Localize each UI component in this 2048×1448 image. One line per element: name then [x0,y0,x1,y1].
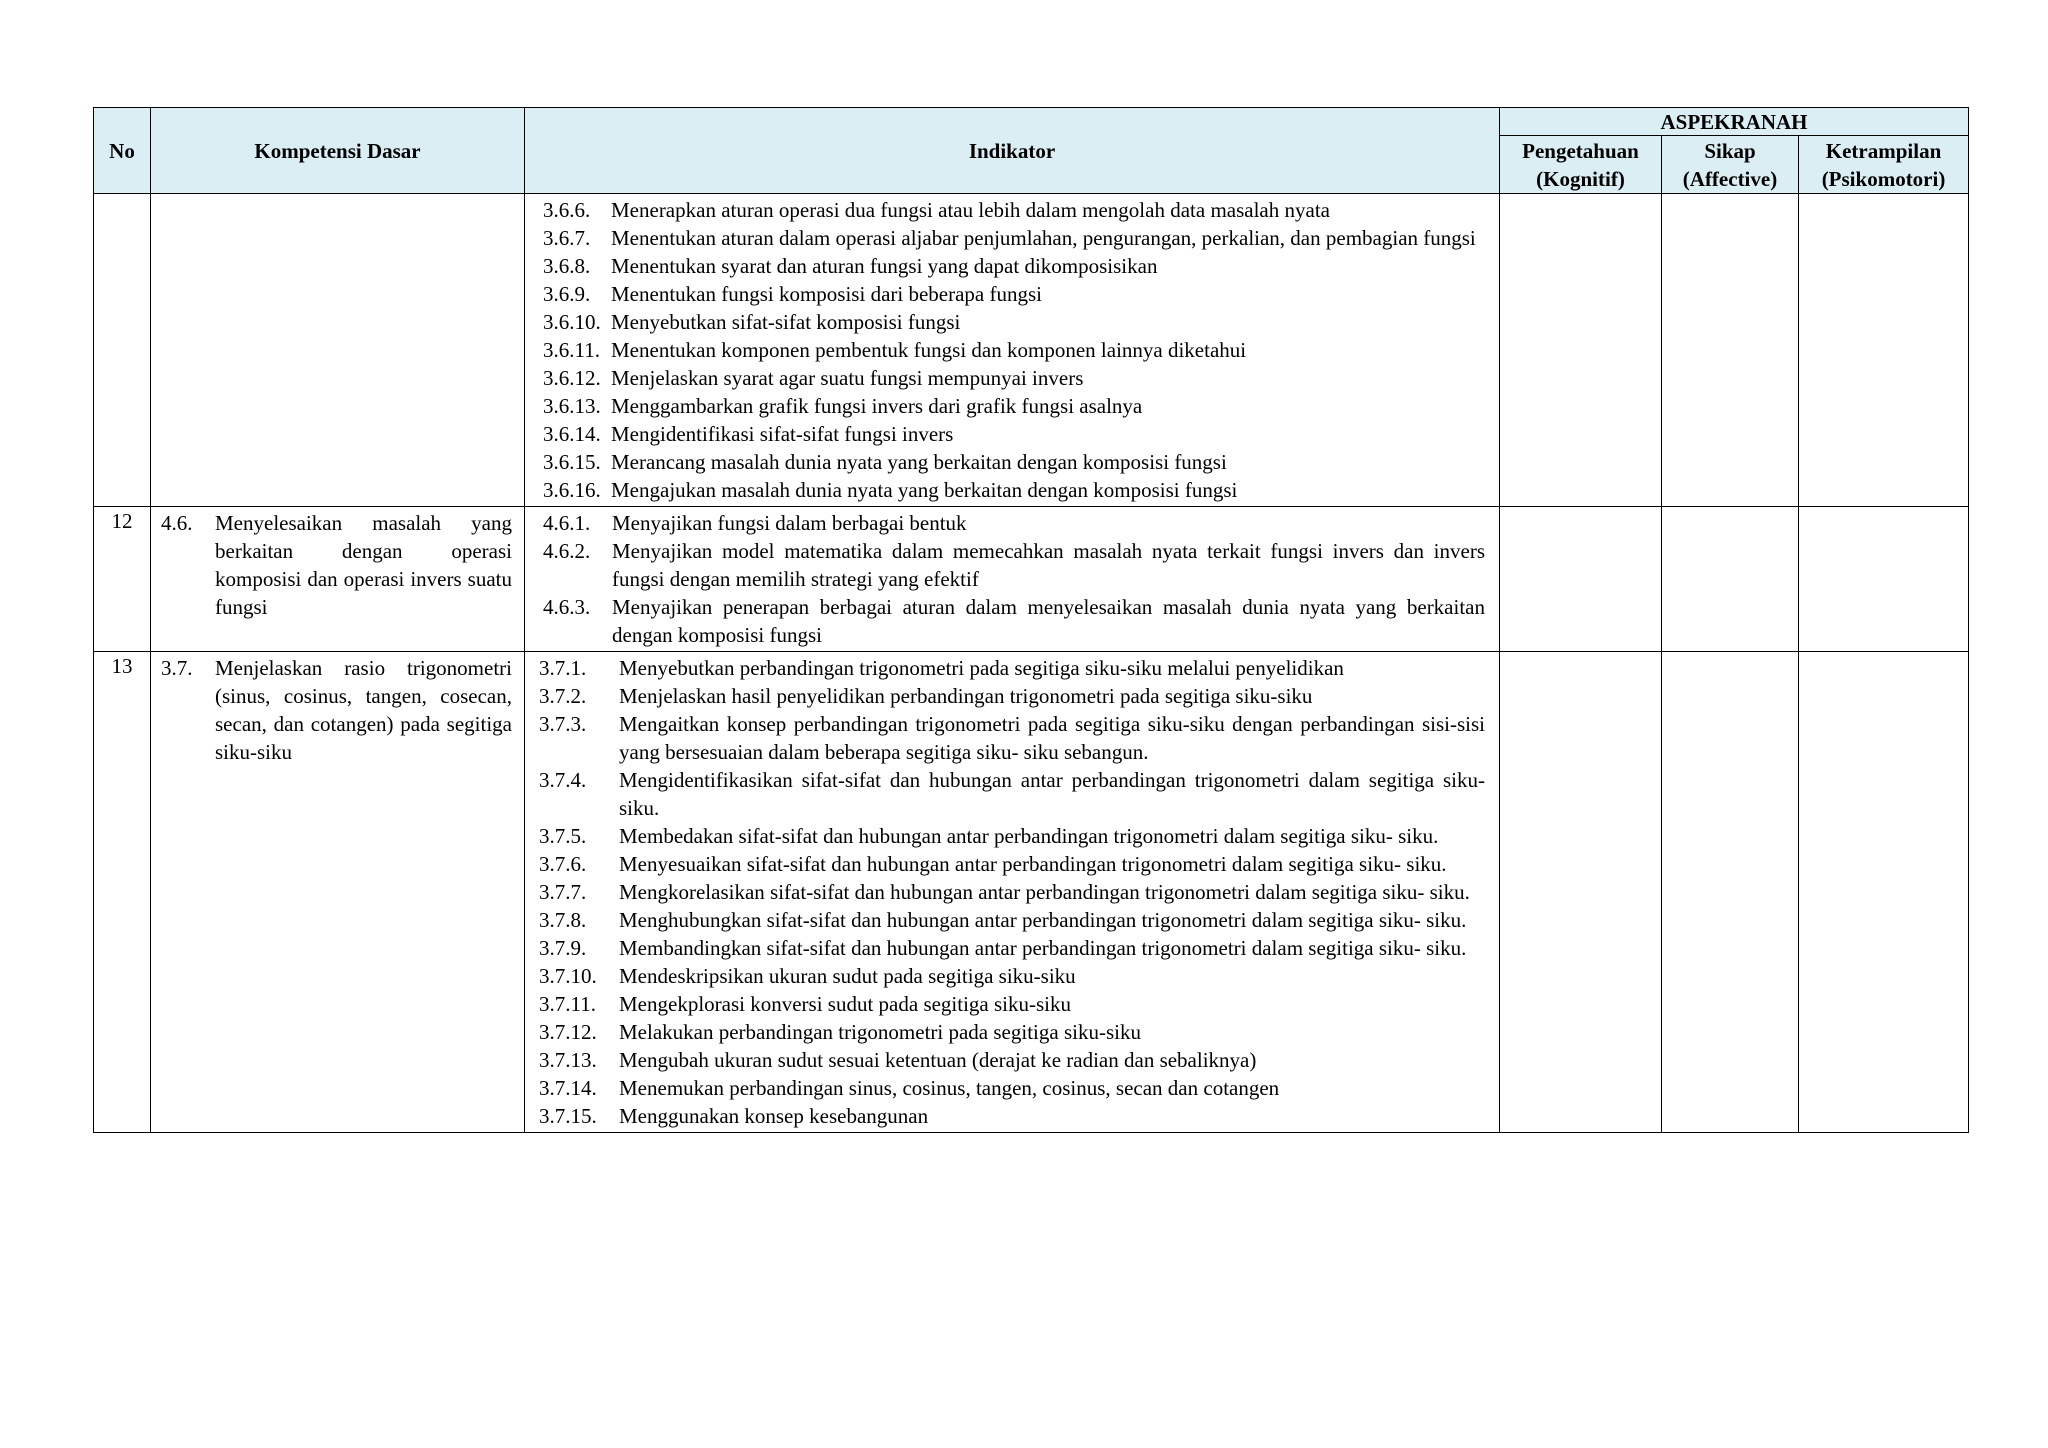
indikator-number: 3.6.16. [543,478,601,502]
indikator-text: Mengkorelasikan sifat-sifat dan hubungan antar perbandingan trigonometri dalam segitiga siku- siku. [619,880,1470,904]
indikator-text: Membedakan sifat-sifat dan hubungan antar perbandingan trigonometri dalam segitiga siku- siku. [619,824,1439,848]
header-affective-label: (Affective) [1682,166,1778,191]
sikap-cell [1662,194,1799,507]
indikator-number: 3.7.2. [539,684,587,708]
indikator-number: 3.6.15. [543,450,601,474]
indikator-text: Menyebutkan perbandingan trigonometri pada segitiga siku-siku melalui penyelidikan [619,656,1344,680]
indikator-number: 3.6.10. [543,310,601,334]
indikator-text: Membandingkan sifat-sifat dan hubungan antar perbandingan trigonometri dalam segitiga siku- siku. [619,936,1467,960]
kd-cell [151,507,525,652]
indikator-cell [525,194,1500,507]
kd-text: Menjelaskan rasio trigonometri (sinus, cosinus, tangen, cosecan, secan, dan cotangen) pada segitiga siku-siku [215,656,512,764]
indikator-item [543,280,1485,308]
row-number: 13 [94,652,151,1133]
indikator-number: 3.7.5. [539,824,587,848]
indikator-text: Menentukan komponen pembentuk fungsi dan komponen lainnya diketahui [611,338,1247,362]
indikator-text: Menyajikan fungsi dalam berbagai bentuk [612,511,967,535]
indikator-item [539,850,1485,878]
sikap-cell [1662,652,1799,1133]
indikator-item [539,710,1485,766]
indikator-item [543,420,1485,448]
header-ketrampilan-label: Ketrampilan [1825,138,1942,163]
indikator-number: 4.6.1. [543,511,591,535]
indikator-number: 3.6.13. [543,394,601,418]
header-ketrampilan [1799,136,1969,194]
indikator-text: Mengidentifikasi sifat-sifat fungsi invers [611,422,954,446]
header-kognitif-label: (Kognitif) [1536,166,1625,191]
indikator-number: 3.7.13. [539,1048,597,1072]
indikator-item [539,1046,1485,1074]
header-kompetensi-dasar: Kompetensi Dasar [151,108,525,194]
ketrampilan-cell [1799,652,1969,1133]
indikator-item [539,990,1485,1018]
indikator-cell [525,507,1500,652]
indikator-text: Mendeskripsikan ukuran sudut pada segitiga siku-siku [619,964,1076,988]
indikator-number: 3.6.12. [543,366,601,390]
indikator-item [543,509,1485,537]
indikator-number: 3.7.6. [539,852,587,876]
indikator-number: 3.6.6. [543,198,591,222]
rpp-table [93,107,1969,1133]
indikator-text: Merancang masalah dunia nyata yang berkaitan dengan komposisi fungsi [611,450,1227,474]
indikator-number: 3.7.7. [539,880,587,904]
pengetahuan-cell [1500,652,1662,1133]
indikator-item [539,1074,1485,1102]
indikator-item [543,252,1485,280]
indikator-item [539,906,1485,934]
indikator-text: Menyebutkan sifat-sifat komposisi fungsi [611,310,961,334]
indikator-number: 4.6.3. [543,595,591,619]
indikator-item [539,962,1485,990]
indikator-item [543,448,1485,476]
row-number [94,194,151,507]
indikator-number: 3.7.4. [539,768,587,792]
indikator-text: Menentukan fungsi komposisi dari beberapa fungsi [611,282,1042,306]
indikator-item [543,392,1485,420]
indikator-item [539,1018,1485,1046]
indikator-text: Menyesuaikan sifat-sifat dan hubungan antar perbandingan trigonometri dalam segitiga siku- siku. [619,852,1447,876]
indikator-number: 3.7.3. [539,712,587,736]
indikator-text: Menghubungkan sifat-sifat dan hubungan antar perbandingan trigonometri dalam segitiga siku- siku. [619,908,1467,932]
indikator-item [539,822,1485,850]
indikator-item [543,224,1485,252]
indikator-number: 3.7.9. [539,936,587,960]
indikator-text: Mengidentifikasikan sifat-sifat dan hubungan antar perbandingan trigonometri dalam segitiga siku- siku. [619,768,1485,820]
indikator-text: Menjelaskan hasil penyelidikan perbandingan trigonometri pada segitiga siku-siku [619,684,1313,708]
kd-cell [151,652,525,1133]
table-row [94,652,1969,1133]
header-sikap [1662,136,1799,194]
table-row [94,507,1969,652]
indikator-item [539,1102,1485,1130]
indikator-item [539,766,1485,822]
header-aspek-ranah: ASPEKRANAH [1500,108,1969,136]
indikator-text: Mengekplorasi konversi sudut pada segitiga siku-siku [619,992,1072,1016]
table-header [94,108,1969,194]
indikator-text: Menjelaskan syarat agar suatu fungsi mempunyai invers [611,366,1084,390]
ketrampilan-cell [1799,507,1969,652]
indikator-text: Mengaitkan konsep perbandingan trigonometri pada segitiga siku-siku dengan perbandingan sisi-sisi yang bersesuaian dalam beberapa segitiga siku- siku sebangun. [619,712,1485,764]
indikator-text: Menyajikan model matematika dalam memecahkan masalah nyata terkait fungsi invers dan invers fungsi dengan memilih strategi yang efektif [612,539,1485,591]
indikator-item [539,654,1485,682]
indikator-number: 3.7.8. [539,908,587,932]
indikator-item [543,196,1485,224]
pengetahuan-cell [1500,507,1662,652]
indikator-text: Menyajikan penerapan berbagai aturan dalam menyelesaikan masalah dunia nyata yang berkaitan dengan komposisi fungsi [612,595,1485,647]
indikator-text: Mengajukan masalah dunia nyata yang berkaitan dengan komposisi fungsi [611,478,1238,502]
header-no: No [94,108,151,194]
header-psikomotori-label: (Psikomotori) [1821,166,1946,191]
indikator-number: 3.6.11. [543,338,600,362]
indikator-item [543,364,1485,392]
header-pengetahuan-label: Pengetahuan [1522,138,1639,163]
indikator-text: Menentukan syarat dan aturan fungsi yang dapat dikomposisikan [611,254,1158,278]
kd-cell [151,194,525,507]
indikator-number: 3.7.15. [539,1104,597,1128]
indikator-text: Menggunakan konsep kesebangunan [619,1104,929,1128]
indikator-number: 4.6.2. [543,539,591,563]
indikator-item [543,476,1485,504]
indikator-text: Mengubah ukuran sudut sesuai ketentuan (derajat ke radian dan sebaliknya) [619,1048,1257,1072]
ketrampilan-cell [1799,194,1969,507]
kd-number: 4.6. [161,511,193,535]
indikator-item [543,593,1485,649]
indikator-number: 3.7.14. [539,1076,597,1100]
indikator-text: Menerapkan aturan operasi dua fungsi atau lebih dalam mengolah data masalah nyata [611,198,1330,222]
indikator-number: 3.6.7. [543,226,591,250]
indikator-text: Menggambarkan grafik fungsi invers dari grafik fungsi asalnya [611,394,1143,418]
indikator-item [543,537,1485,593]
indikator-item [539,934,1485,962]
indikator-text: Menemukan perbandingan sinus, cosinus, tangen, cosinus, secan dan cotangen [619,1076,1280,1100]
indikator-text: Melakukan perbandingan trigonometri pada segitiga siku-siku [619,1020,1141,1044]
indikator-number: 3.7.10. [539,964,597,988]
indikator-number: 3.6.14. [543,422,601,446]
kd-item [161,509,512,621]
row-number: 12 [94,507,151,652]
table-row [94,194,1969,507]
kd-item [161,654,512,766]
kd-number: 3.7. [161,656,193,680]
header-indikator: Indikator [525,108,1500,194]
pengetahuan-cell [1500,194,1662,507]
sikap-cell [1662,507,1799,652]
indikator-number: 3.7.12. [539,1020,597,1044]
indikator-cell [525,652,1500,1133]
indikator-item [543,336,1485,364]
indikator-item [539,682,1485,710]
indikator-item [539,878,1485,906]
indikator-number: 3.6.8. [543,254,591,278]
indikator-number: 3.6.9. [543,282,591,306]
indikator-number: 3.7.11. [539,992,596,1016]
indikator-number: 3.7.1. [539,656,587,680]
indikator-item [543,308,1485,336]
header-sikap-label: Sikap [1704,138,1756,163]
indikator-text: Menentukan aturan dalam operasi aljabar penjumlahan, pengurangan, perkalian, dan pembagian fungsi [611,226,1476,250]
kd-text: Menyelesaikan masalah yang berkaitan dengan operasi komposisi dan operasi invers suatu fungsi [215,511,512,619]
header-pengetahuan [1500,136,1662,194]
